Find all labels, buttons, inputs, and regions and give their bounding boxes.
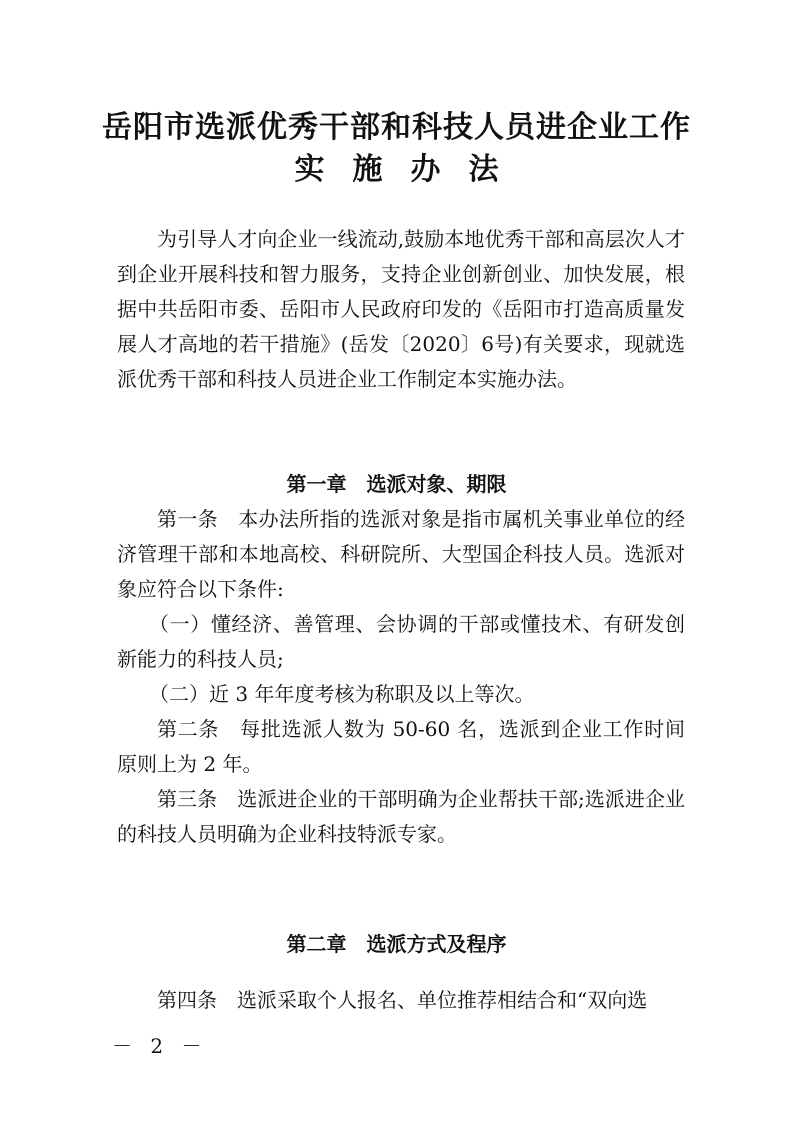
document-title-line2: 实施办法 <box>294 152 527 187</box>
article-1-text: 本办法所指的选派对象是指市属机关事业单位的经济管理干部和本地高校、科研院所、大型国企科技人员。选派对象应符合以下条件: <box>117 507 686 601</box>
preamble-paragraph: 为引导人才向企业一线流动,鼓励本地优秀干部和高层次人才到企业开展科技和智力服务，支持企业创新创业、加快发展，根据中共岳阳市委、岳阳市人民政府印发的《岳阳市打造高质量发展人才高地的若干措施》(岳发〔2020〕6号)有关要求，现就选派优秀干部和科技人员进企业工作制定本实施办法。 <box>117 227 685 391</box>
page-number: － 2 － <box>112 1034 208 1058</box>
article-1-condition-1: （一）懂经济、善管理、会协调的干部或懂技术、有研发创新能力的科技人员; <box>117 612 685 671</box>
preamble-section <box>117 222 685 397</box>
article-2-label: 第二条 <box>157 717 220 741</box>
article-2-text: 每批选派人数为 50-60 名，选派到企业工作时间原则上为 2 年。 <box>117 717 686 776</box>
article-4 <box>117 983 685 1018</box>
article-4-label: 第四条 <box>157 988 217 1012</box>
article-2 <box>117 712 685 782</box>
chapter-1-heading: 第一章 选派对象、期限 <box>286 472 507 496</box>
document-title-line1: 岳阳市选派优秀干部和科技人员进企业工作 <box>102 110 691 145</box>
article-1-condition-2: （二）近 3 年年度考核为称职及以上等次。 <box>149 682 535 706</box>
chapter-1-body <box>117 502 685 852</box>
article-1 <box>117 502 685 607</box>
article-3-label: 第三条 <box>157 787 218 811</box>
article-3-text: 选派进企业的干部明确为企业帮扶干部;选派进企业的科技人员明确为企业科技特派专家。 <box>117 787 686 846</box>
article-4-text: 选派采取个人报名、单位推荐相结合和“双向选 <box>237 988 648 1012</box>
chapter-2-heading: 第二章 选派方式及程序 <box>286 932 507 956</box>
article-3 <box>117 782 685 852</box>
chapter-2-body <box>117 983 685 1018</box>
article-1-label: 第一条 <box>157 507 218 531</box>
